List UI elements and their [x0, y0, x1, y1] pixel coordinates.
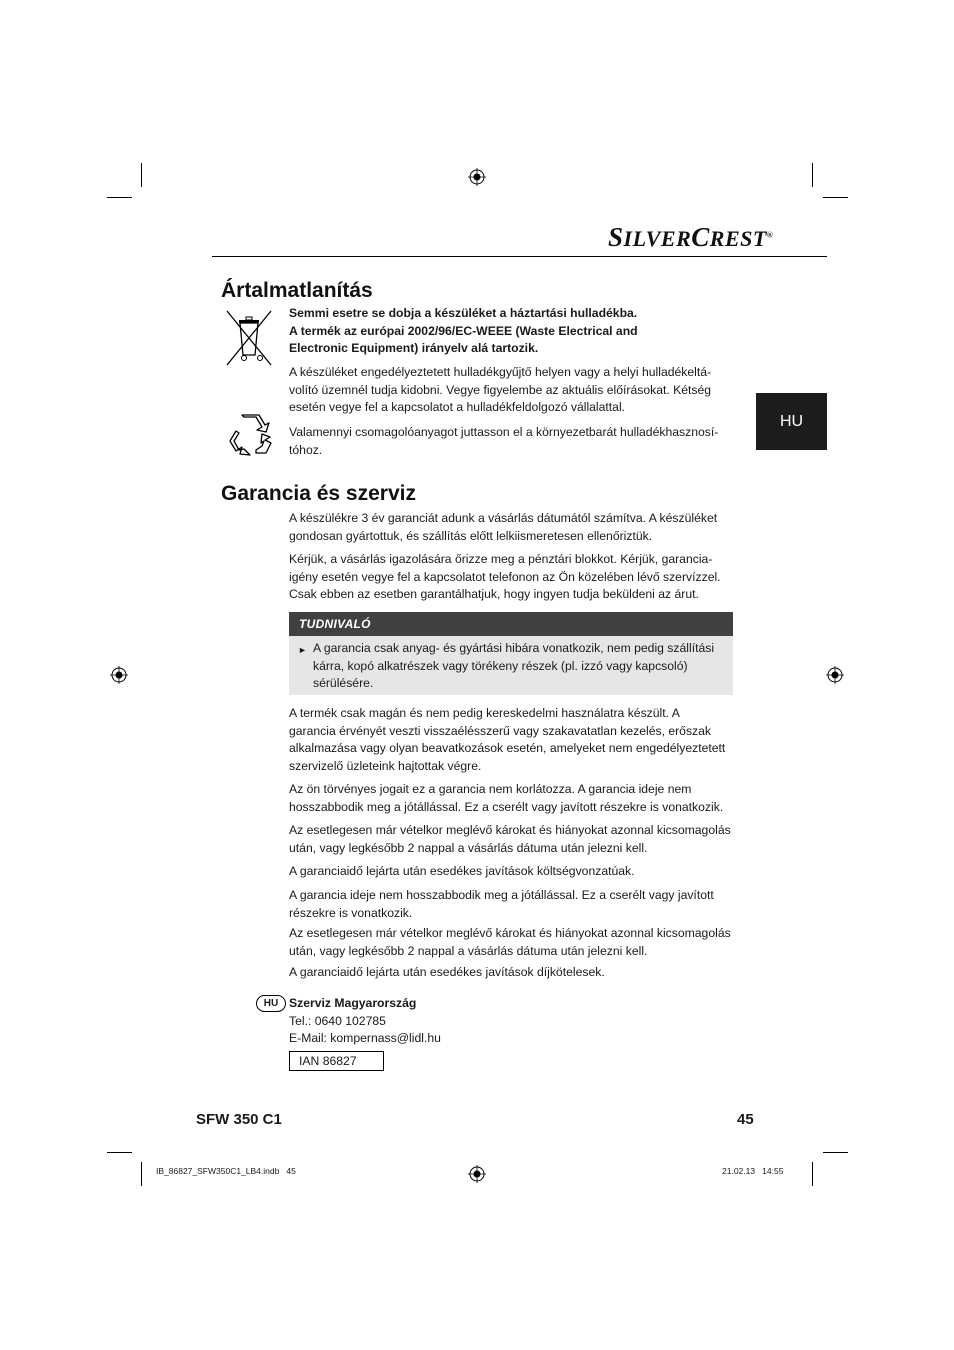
text-line: hosszabbodik meg a jótállással. Ez a cserélt vagy javított részekre is vonatkozik. — [289, 799, 724, 814]
text-line: volító üzemnél tudja kidobni. Vegye figyelembe az aktuális előírásokat. Kétség — [289, 382, 712, 397]
text-line: Csak ebben az esetben garantálhatjuk, hogy ingyen tudja beküldeni az árut. — [289, 587, 699, 601]
text-line: esetén vegye fel a kapcsolatot a hulladékfeldolgozó vállalattal. — [289, 400, 626, 414]
text-line: sérülésére. — [313, 676, 374, 690]
text-line: garancia érvényét veszti visszaélésszerű vagy szakavatatlan kezelés, erőszak — [289, 723, 712, 738]
text-line: után, vagy legkésőbb 2 nappal a vásárlás dátuma után jelezni kell. — [289, 840, 648, 855]
ian-box: IAN 86827 — [289, 1051, 384, 1071]
disposal-paragraph — [289, 364, 734, 417]
text-line: szervizelő üzleteink hajtottak végre. — [289, 758, 482, 773]
text-line: tóhoz. — [289, 442, 323, 457]
recycling-icon — [226, 413, 274, 457]
text-line: Valamennyi csomagolóanyagot juttasson el a környezetbarát hulladékhasznosí- — [289, 425, 719, 439]
text-line: A termék csak magán és nem pedig kereskedelmi használatra készült. A — [289, 706, 680, 720]
text-line: Kérjük, a vásárlás igazolására őrizze meg a pénztári blokkot. Kérjük, garancia- — [289, 552, 713, 566]
language-tab: HU — [756, 393, 827, 450]
packaging-paragraph — [289, 424, 734, 459]
warranty-title: Garancia és szerviz — [221, 482, 416, 505]
registration-mark-icon — [468, 1165, 486, 1183]
service-contact — [289, 995, 734, 1048]
text-line: részekre is vonatkozik. — [289, 905, 413, 920]
crop-mark — [812, 1162, 813, 1186]
service-name: Szerviz Magyarország — [289, 996, 417, 1010]
crop-mark — [823, 197, 848, 198]
warranty-paragraph-7 — [289, 887, 734, 922]
crossed-bin-icon — [224, 308, 274, 368]
text-line: alkalmazása vagy olyan beavatkozások esetén, amelyeket nem engedélyeztetett — [289, 741, 726, 755]
registration-mark-icon — [826, 666, 844, 684]
registration-mark-icon — [110, 666, 128, 684]
crop-mark — [812, 163, 813, 187]
warning-line: Semmi esetre se dobja a készüléket a háztartási hulladékba. — [289, 306, 638, 320]
warranty-paragraph-5 — [289, 822, 734, 857]
disposal-warning — [289, 305, 734, 358]
warranty-paragraph-9 — [289, 964, 734, 982]
warranty-paragraph-3 — [289, 705, 734, 775]
text-line: után, vagy legkésőbb 2 nappal a vásárlás dátuma után jelezni kell. — [289, 943, 648, 958]
print-slug-file: IB_86827_SFW350C1_LB4.indb 45 — [156, 1166, 296, 1176]
crop-mark — [107, 197, 132, 198]
warning-line: A termék az európai 2002/96/EC-WEEE (Waste Electrical and — [289, 323, 638, 338]
text-line: igény esetén vegye fel a kapcsolatot telefonon az Ön közelében lévő szervízzel. — [289, 569, 721, 584]
text-line: Az esetlegesen már vételkor meglévő károkat és hiányokat azonnal kicsomagolás — [289, 926, 731, 940]
service-phone: Tel.: 0640 102785 — [289, 1013, 386, 1028]
arrow-right-icon: ► — [298, 645, 307, 655]
warranty-paragraph-1 — [289, 510, 734, 545]
brand-logo: SILVERCREST® — [608, 222, 774, 252]
page-number: 45 — [737, 1111, 754, 1128]
text-line: A garanciaidő lejárta után esedékes javítások költségvonzatúak. — [289, 864, 635, 878]
country-badge: HU — [256, 995, 286, 1012]
text-line: A garanciaidő lejárta után esedékes javítások díjkötelesek. — [289, 965, 605, 979]
text-line: A készülékre 3 év garanciát adunk a vásárlás dátumától számítva. A készüléket — [289, 511, 718, 525]
warranty-paragraph-2 — [289, 551, 734, 604]
disposal-title: Ártalmatlanítás — [221, 279, 373, 302]
service-email: E-Mail: kompernass@lidl.hu — [289, 1031, 441, 1045]
warranty-paragraph-6 — [289, 863, 734, 881]
text-line: Az esetlegesen már vételkor meglévő károkat és hiányokat azonnal kicsomagolás — [289, 823, 731, 837]
text-line: gondosan gyártottuk, és szállítás előtt lelkiismeretesen ellenőriztük. — [289, 528, 653, 543]
note-body — [289, 636, 733, 693]
warranty-paragraph-4 — [289, 781, 734, 816]
crop-mark — [141, 163, 142, 187]
text-line: A készüléket engedélyeztetett hulladékgyűjtő helyen vagy a helyi hulladékeltá- — [289, 365, 712, 379]
text-line: kárra, kopó alkatrészek vagy törékeny részek (pl. izzó vagy kapcsoló) — [313, 658, 688, 673]
text-line: Az ön törvényes jogait ez a garancia nem korlátozza. A garancia ideje nem — [289, 782, 692, 796]
model-number: SFW 350 C1 — [196, 1111, 282, 1128]
note-box — [289, 612, 733, 695]
print-slug-datetime: 21.02.13 14:55 — [722, 1166, 784, 1176]
crop-mark — [141, 1162, 142, 1186]
crop-mark — [823, 1152, 848, 1153]
registration-mark-icon — [468, 168, 486, 186]
header-rule — [212, 256, 827, 257]
text-line: A garancia ideje nem hosszabbodik meg a jótállással. Ez a cserélt vagy javított — [289, 888, 714, 902]
text-line: A garancia csak anyag- és gyártási hibára vonatkozik, nem pedig szállítási — [313, 641, 715, 655]
warning-line: Electronic Equipment) irányelv alá tartozik. — [289, 341, 539, 355]
warranty-paragraph-8 — [289, 925, 734, 960]
crop-mark — [107, 1152, 132, 1153]
note-title: TUDNIVALÓ — [289, 612, 733, 636]
